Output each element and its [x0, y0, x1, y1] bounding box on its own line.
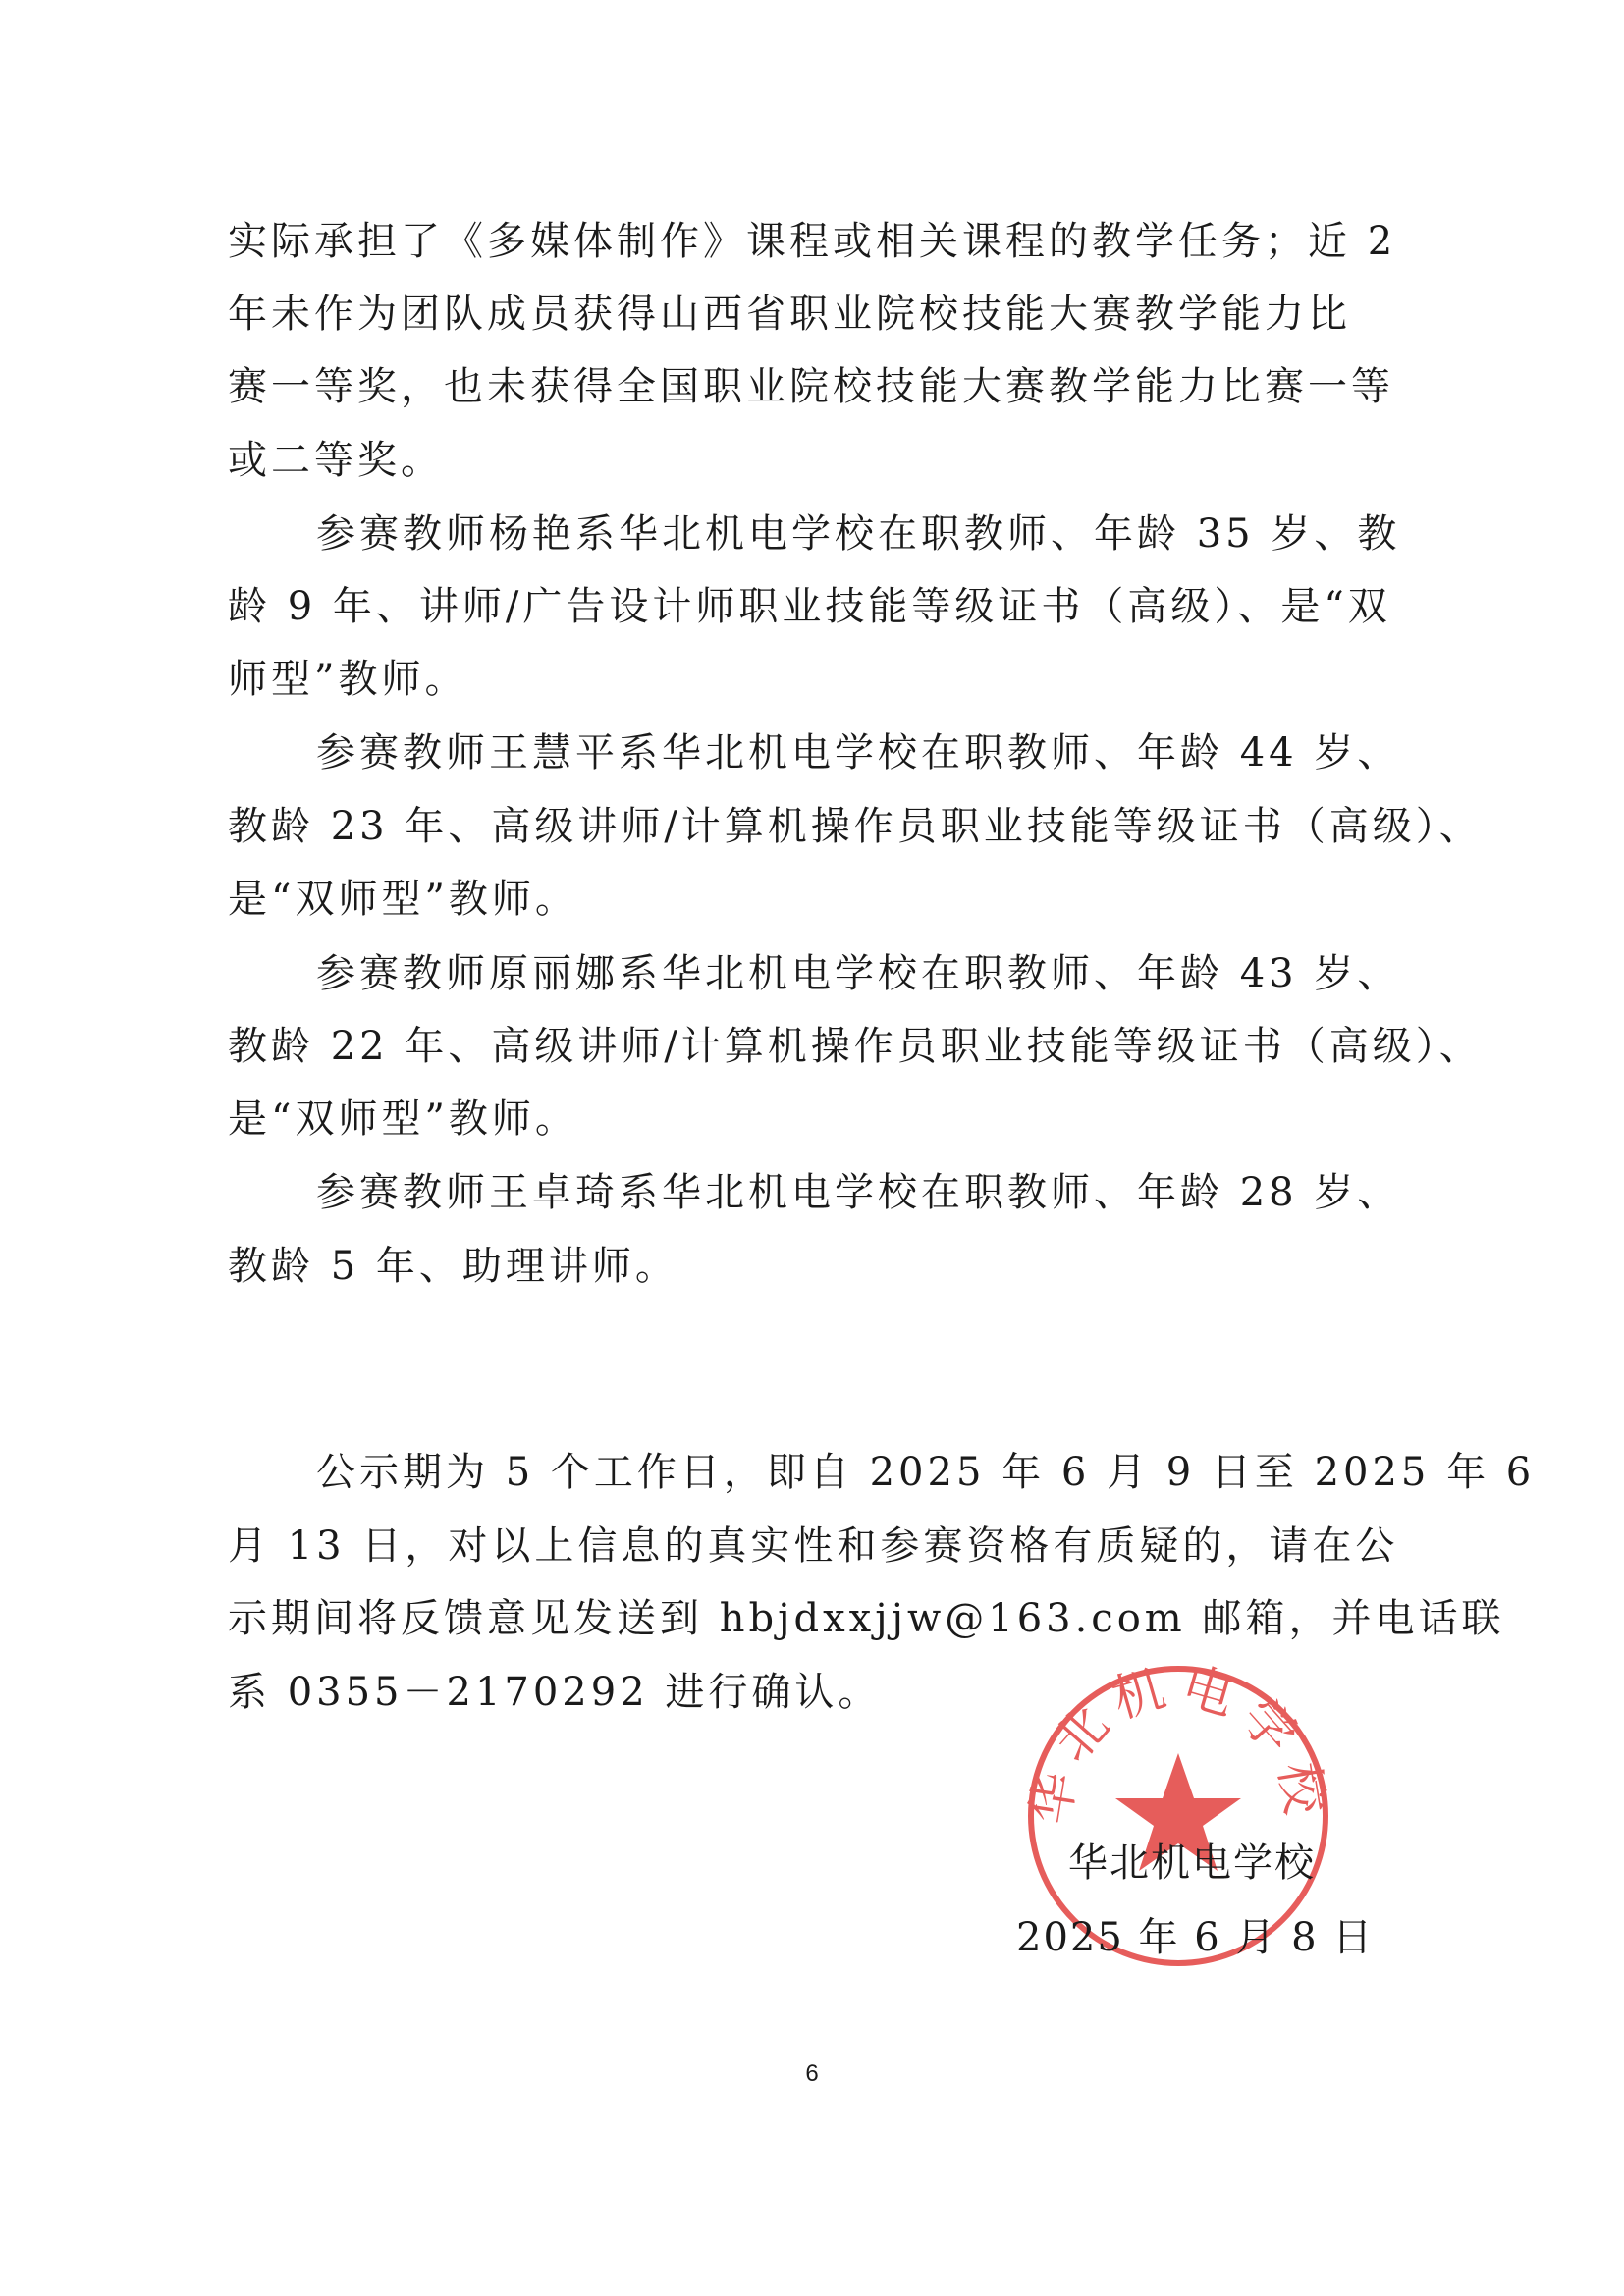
paragraph-5-line-1: 参赛教师王卓琦系华北机电学校在职教师、年龄 28 岁、 [316, 1170, 1401, 1215]
paragraph-1-line-3: 赛一等奖，也未获得全国职业院校技能大赛教学能力比赛一等 [228, 364, 1394, 409]
notice-line-3: 示期间将反馈意见发送到 hbjdxxjjw@163.com 邮箱，并电话联 [228, 1596, 1505, 1641]
paragraph-4-line-1: 参赛教师原丽娜系华北机电学校在职教师、年龄 43 岁、 [316, 951, 1401, 996]
notice-line-2: 月 13 日，对以上信息的真实性和参赛资格有质疑的，请在公 [228, 1523, 1399, 1569]
paragraph-4-line-3: 是“双师型”教师。 [228, 1096, 578, 1142]
page-number: 6 [805, 2060, 819, 2087]
paragraph-2-line-1: 参赛教师杨艳系华北机电学校在职教师、年龄 35 岁、教 [316, 511, 1401, 557]
paragraph-2-line-3: 师型”教师。 [228, 657, 468, 702]
paragraph-3-line-1: 参赛教师王慧平系华北机电学校在职教师、年龄 44 岁、 [316, 730, 1401, 775]
paragraph-1-line-2: 年未作为团队成员获得山西省职业院校技能大赛教学能力比 [228, 292, 1351, 337]
notice-line-1: 公示期为 5 个工作日，即自 2025 年 6 月 9 日至 2025 年 6 [316, 1450, 1536, 1495]
paragraph-3-line-3: 是“双师型”教师。 [228, 877, 578, 922]
notice-line-4: 系 0355－2170292 进行确认。 [228, 1670, 882, 1715]
paragraph-2-line-2: 龄 9 年、讲师/广告设计师职业技能等级证书（高级）、是“双 [228, 584, 1391, 629]
paragraph-1-line-4: 或二等奖。 [228, 438, 444, 483]
paragraph-4-line-2: 教龄 22 年、高级讲师/计算机操作员职业技能等级证书（高级）、 [228, 1024, 1483, 1069]
paragraph-1-line-1: 实际承担了《多媒体制作》课程或相关课程的教学任务；近 2 [228, 219, 1397, 264]
paragraph-3-line-2: 教龄 23 年、高级讲师/计算机操作员职业技能等级证书（高级）、 [228, 804, 1483, 849]
signature-date: 2025 年 6 月 8 日 [1016, 1915, 1375, 1960]
signature-organization: 华北机电学校 [1068, 1841, 1316, 1886]
paragraph-5-line-2: 教龄 5 年、助理讲师。 [228, 1244, 678, 1289]
seal-text: 华北机电学校 [1021, 1659, 1335, 1829]
